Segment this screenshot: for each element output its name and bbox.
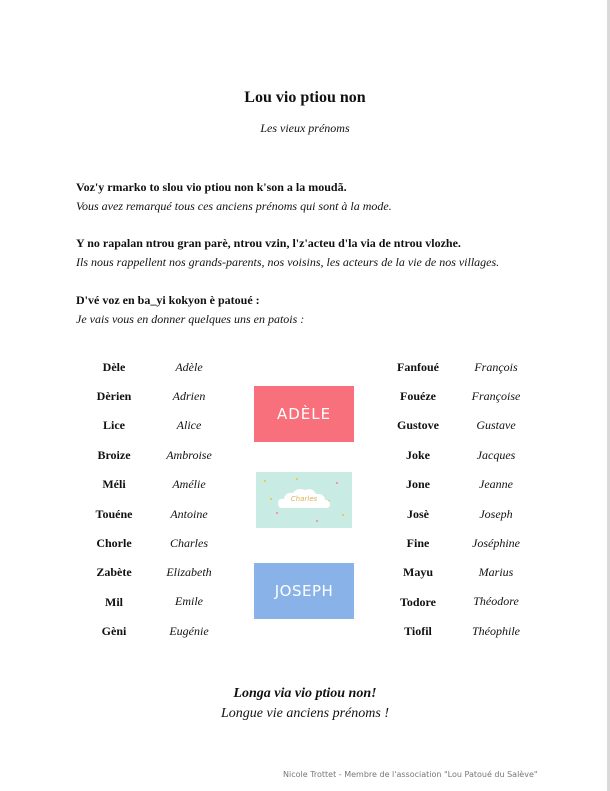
right-french-name: Théodore [473, 594, 519, 608]
paragraph-1-patois: Voz'y rmarko to slou vio ptiou non k'son a la moudã. [76, 180, 347, 194]
left-patois-name: Mil [105, 595, 123, 609]
right-patois-name: Joke [406, 448, 430, 462]
right-patois-name: Josè [407, 507, 429, 521]
joseph-image-label: JOSEPH [274, 582, 334, 600]
closing-patois: Longa via vio ptiou non! [233, 686, 377, 701]
right-patois-name: Fouéze [400, 389, 436, 403]
adele-name-image [254, 386, 354, 442]
page-title: Lou vio ptiou non [244, 89, 366, 106]
left-patois-name: Chorle [96, 536, 132, 550]
right-patois-name: Fine [406, 536, 430, 550]
right-french-name: Jeanne [479, 477, 513, 491]
adele-image-label: ADÈLE [276, 405, 332, 423]
left-french-name: Eugénie [169, 624, 209, 638]
left-french-name: Alice [176, 418, 202, 432]
left-french-name: Adrien [172, 389, 206, 403]
left-french-name: Ambroise [166, 448, 212, 462]
right-french-name: Françoise [471, 389, 521, 403]
joseph-name-image [254, 563, 354, 619]
footer-credit: Nicole Trottet - Membre de l'association "Lou Patoué du Salève" [283, 770, 538, 779]
paragraph-2-french: Ils nous rappellent nos grands-parents, nos voisins, les acteurs de la vie de nos villages. [76, 255, 500, 269]
right-french-name: Théophile [472, 624, 520, 638]
charles-cloud-image [256, 472, 352, 528]
left-patois-name: Gèni [101, 624, 127, 638]
right-french-name: Jacques [476, 448, 516, 462]
paragraph-2-patois: Y no rapalan ntrou gran parè, ntrou vzin, l'z'acteu d'la via de ntrou vlozhe. [76, 236, 461, 250]
closing-french: Longue vie anciens prénoms ! [221, 706, 389, 721]
page-subtitle: Les vieux prénoms [260, 121, 350, 135]
paragraph-3-french: Je vais vous en donner quelques uns en patois : [76, 312, 305, 326]
left-patois-name: Zabète [96, 565, 132, 579]
right-patois-name: Mayu [403, 565, 433, 579]
right-french-name: François [474, 360, 518, 374]
left-french-name: Charles [169, 536, 208, 550]
left-french-name: Amélie [172, 477, 206, 491]
charles-image-label: Charles [290, 495, 318, 503]
right-french-name: Marius [478, 565, 514, 579]
right-french-name: Joseph [479, 507, 513, 521]
right-patois-name: Gustove [397, 418, 439, 432]
left-french-name: Emile [175, 594, 203, 608]
right-french-name: Joséphine [472, 536, 520, 550]
paragraph-3-patois: D'vé voz en ba_yi kokyon è patoué : [76, 293, 260, 307]
left-patois-name: Dèle [102, 360, 126, 374]
left-french-name: Elizabeth [166, 565, 212, 579]
right-patois-name: Todore [399, 595, 436, 609]
left-french-name: Adèle [175, 360, 203, 374]
left-patois-name: Lice [103, 418, 125, 432]
left-french-name: Antoine [170, 507, 208, 521]
paragraph-1-french: Vous avez remarqué tous ces anciens prénoms qui sont à la mode. [76, 199, 392, 213]
left-patois-name: Dèrien [96, 389, 132, 403]
right-french-name: Gustave [476, 418, 516, 432]
left-patois-name: Touéne [95, 507, 133, 521]
right-patois-name: Tiofil [404, 624, 432, 638]
right-patois-name: Jone [406, 477, 430, 491]
right-patois-name: Fanfoué [397, 360, 439, 374]
left-patois-name: Broize [97, 448, 131, 462]
left-patois-name: Méli [102, 477, 126, 491]
